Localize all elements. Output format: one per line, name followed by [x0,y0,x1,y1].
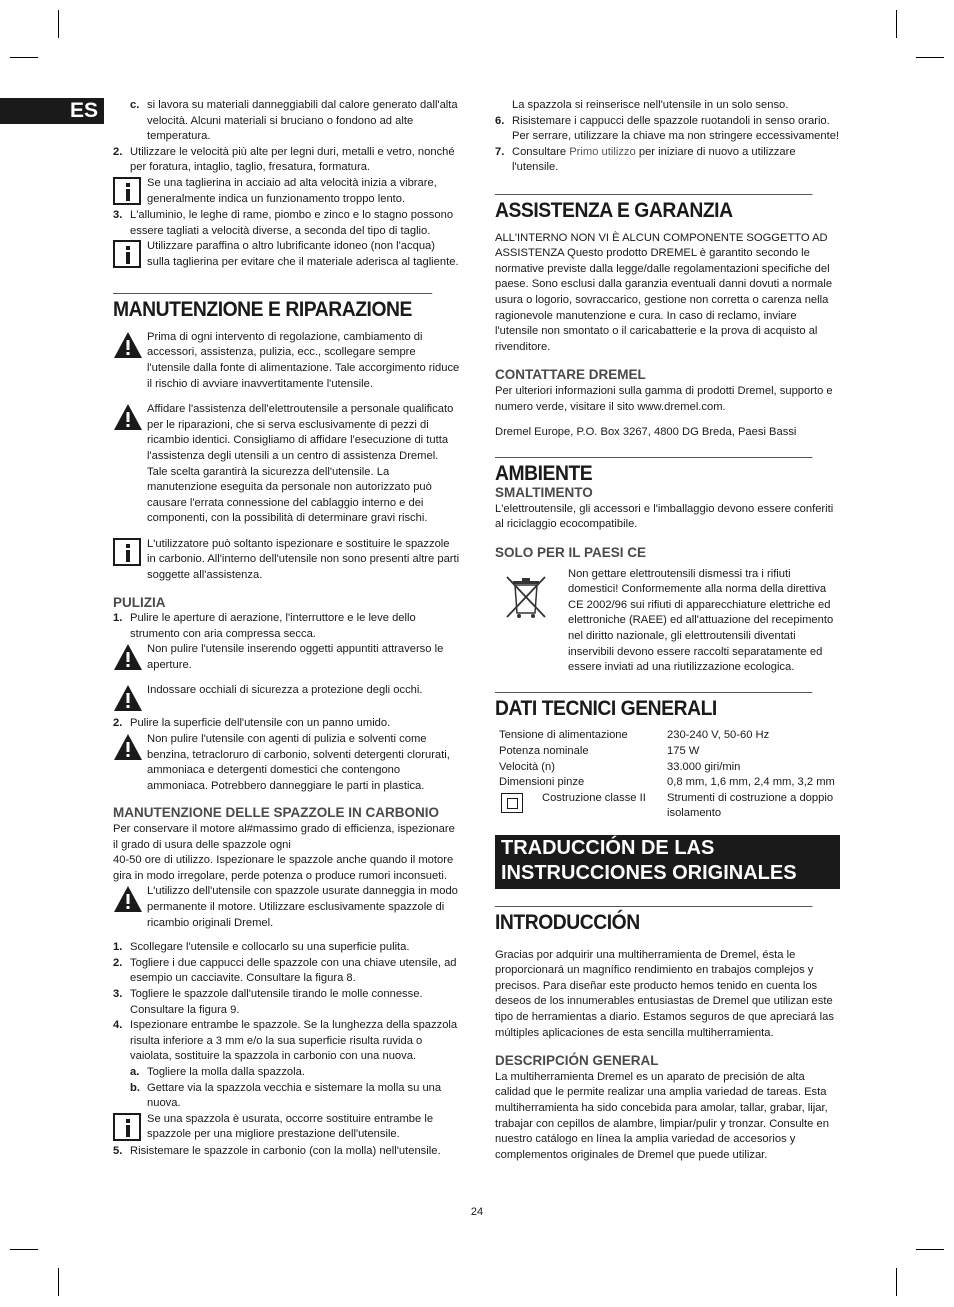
subsection-title-brushes: MANUTENZIONE DELLE SPAZZOLE IN CARBONIO [113,805,439,821]
left-column [113,98,460,1159]
crop-mark [916,1249,944,1250]
list-subitem [113,1081,460,1112]
item-text: Pulire le aperture di aerazione, l'interruttore e le leve dello strumento con aria compressa secca. [130,612,416,640]
crossed-bin-icon [501,571,551,621]
warning-note [113,884,460,931]
spec-label: Velocità (n) [499,760,555,773]
note-text: Prima di ogni intervento di regolazione, cambiamento di accessori, assistenza, pulizia, ecc., scollegare sempre l'utensile dalla fonte di alimentazione. Tale accorgimento riduce il rischio di avviare inavvertitamente l'utensile. [147,330,460,390]
step7-text-b: per iniziare di nuovo a utilizzare l'utensile. [512,145,796,174]
crop-mark [916,57,944,58]
item-number: 4. [113,1019,123,1032]
item-text: Utilizzare le velocità più alte per legni duri, metalli e vetro, nonché per foratura, intaglio, taglio, fresatura, formatura. [130,145,455,174]
language-tab [0,98,104,124]
info-note [113,239,460,271]
crop-mark [58,10,59,38]
note-text: Se una taglierina in acciaio ad alta velocità inizia a vibrare, generalmente indica un funzionamento troppo lento. [147,176,437,205]
weee-note [495,567,840,676]
item-number: 5. [113,1144,123,1157]
warning-note [113,642,460,683]
spec-label: Tensione di alimentazione [499,729,628,742]
note-text: Non pulire l'utensile inserendo oggetti appuntiti attraverso le aperture. [147,643,444,672]
item-text: L'alluminio, le leghe di rame, piombo e zinco e lo stagno possono essere tagliati a velocità diverse, a seconda del tipo di taglio. [130,208,454,237]
warning-note [113,732,460,794]
list-item [113,611,460,642]
crop-mark [58,1268,59,1296]
note-text: Non pulire l'utensile con agenti di pulizia e solventi come benzina, tetracloruro di carbonio, solventi detergenti clorurati, ammoniaca e detergenti domestici che contengono ammoniaca. Potrebbero danneggiare le parti in plastica. [147,733,450,792]
list-subitem [113,1065,460,1081]
language-tab-label: ES [69,99,98,122]
paragraph: Per conservare il motore al#massimo grado di efficienza, ispezionare il grado di usura delle spazzole ogni [113,823,455,851]
first-use-link[interactable]: Primo utilizzo [569,145,636,158]
item-number: 7. [495,145,505,158]
spec-value: 175 W [667,745,700,757]
info-icon [113,177,141,205]
spec-row [495,744,840,760]
spec-label: Costruzione classe II [542,791,646,804]
paragraph: L'elettroutensile, gli accessori e l'imballaggio devono essere conferiti al riciclaggio ecocompatibile. [495,502,834,531]
list-item [113,145,460,176]
list-item [113,987,460,1018]
warning-icon [113,643,143,671]
paragraph: La spazzola si reinserisce nell'utensile in un solo senso. [512,99,789,111]
list-item [113,98,460,145]
list-item [495,145,840,176]
translation-banner [495,835,840,889]
paragraph: 40-50 ore di utilizzo. Ispezionare le spazzole anche quando il motore gira in modo irregolare, perde potenza o produce rumori inconsueti. [113,854,454,882]
note-text: Affidare l'assistenza dell'elettroutensile a personale qualificato per le riparazioni, che si serva esclusivamente di pezzi di ricambio identici. Consigliamo di affidare l'esecuzione di tutta l'assistenza degli utensili a un centro di assistenza Dremel. Tale scelta garantirà la sicurezza dell'utensile. La manutenzione eseguita da personale non autorizzato può causare l'errata connessione del cablaggio interno e dei componenti, con la possibilità di determinare gravi rischi. [147,403,454,525]
banner-line: TRADUCCIÓN DE LAS [501,836,715,859]
item-text: Togliere le spazzole dall'utensile tirando le molle connesse. Consultare la figura 9. [130,987,423,1016]
list-item [113,940,460,956]
info-icon [113,1113,141,1141]
section-title-maintenance: MANUTENZIONE E RIPARAZIONE [113,293,432,318]
warning-note [113,683,460,716]
item-number: 2. [113,145,123,158]
item-text: Togliere la molla dalla spazzola. [147,1065,305,1078]
item-number: 2. [113,717,123,730]
info-icon [113,240,141,268]
item-number: 1. [113,941,123,954]
item-number: c. [130,99,140,111]
class-ii-icon [501,793,523,813]
item-letter: b. [130,1081,140,1094]
banner-line: INSTRUCCIONES ORIGINALES [501,861,797,884]
list-item [113,716,460,732]
item-text: si lavora su materiali danneggiabili dal calore generato dall'alta velocità. Alcuni materiali si bruciano o fondono ad alte temperatura. [147,99,458,143]
list-item [113,208,460,239]
spec-label: Potenza nominale [499,745,589,757]
warning-icon [113,684,143,712]
section-title-introduction: INTRODUCCIÓN [495,906,812,931]
item-text: Gettare via la spazzola vecchia e sistemare la molla su una nuova. [147,1081,442,1110]
subsection-title-cleaning: PULIZIA [113,594,166,610]
item-text: Risistemare le spazzole in carbonio (con la molla) nell'utensile. [130,1144,441,1157]
crop-mark [10,57,38,58]
section-title-warranty: ASSISTENZA E GARANZIA [495,194,812,219]
spec-row [495,775,840,791]
note-text: L'utilizzo dell'utensile con spazzole usurate danneggia in modo permanente il motore. Utilizzare esclusivamente spazzole di ricambio originali Dremel. [147,885,458,929]
contact-address: Dremel Europe, P.O. Box 3267, 4800 DG Breda, Paesi Bassi [495,426,797,439]
item-number: 2. [113,956,123,969]
list-item [113,1144,460,1160]
warning-icon [113,331,143,359]
crop-mark [10,1249,38,1250]
spec-row [495,791,840,822]
spec-value: 0,8 mm, 1,6 mm, 2,4 mm, 3,2 mm [667,776,835,789]
item-number: 3. [113,987,123,1000]
item-text: Risistemare i cappucci delle spazzole ruotandoli in senso orario. Per serrare, utilizzare la chiave ma non stringere eccessivamente! [512,114,840,143]
note-text: Non gettare elettroutensili dismessi tra i rifiuti domestici! Conformemente alla norma della direttiva CE 2002/96 sui rifiuti di apparecchiature elettriche ed elettroniche (RAEE) ed all'attuazione del recepimento nel diritto nazionale, gli elettroutensili diventati inservibili devono essere raccolti separatamente ed essere inviati ad una riutilizzazione ecologica. [568,567,834,674]
info-icon [113,538,141,566]
list-item [113,956,460,987]
spec-value: Strumenti di costruzione a doppio isolamento [667,791,834,820]
warning-icon [113,733,143,761]
spec-row [495,760,840,776]
subsection-title-contact: CONTATTARE DREMEL [495,367,646,383]
item-text: Ispezionare entrambe le spazzole. Se la lunghezza della spazzola risulta inferiore a 3 mm e/o la sua superficie risulta ruvida o vaiolata, sostituire la spazzola in carbonio con una nuova. [130,1019,458,1063]
list-item [113,1018,460,1065]
warning-icon [113,403,143,431]
warning-note [113,330,460,392]
warning-icon [113,885,143,913]
warning-note [113,402,460,527]
item-text: Pulire la superficie dell'utensile con un panno umido. [130,717,391,730]
paragraph: Gracias por adquirir una multiherramienta de Dremel, ésta le proporcionará un magnífico rendimiento en trabajos complejos y precisos. Para diseñar este producto hemos tenido en cuenta los deseos de los innumerables entusiastas de Dremel que utilizan este tipo de herramientas a diario. Estamos seguros de que apreciará las múltiples aplicaciones de esta sencilla multiherramienta. [495,948,834,1039]
item-letter: a. [130,1065,140,1078]
item-text [512,145,840,176]
paragraph: La multiherramienta Dremel es un aparato de precisión de alta calidad que le permite realizar una amplia variedad de tareas. Esta multiherramienta ha sido concebida para amolar, tallar, grabar, lijar, trabajar con cepillos de alambre, limpiar/pulir y tronzar. Consulte en nuestro catálogo en línea la amplia variedad de accesorios y complementos originales de Dremel que puede utilizar. [495,1070,829,1161]
note-text: Indossare occhiali di sicurezza a protezione degli occhi. [147,684,423,697]
step7-text-a: Consultare [512,145,570,158]
paragraph: ALL'INTERNO NON VI È ALCUN COMPONENTE SOGGETTO AD ASSISTENZA Questo prodotto DREMEL è garantito secondo le normative previste dalla legge/dalle regolamentazioni specifiche del paese. Sono esclusi dalla garanzia eventuali danni dovuti a normale usura o logorio, sovraccarico, gestione non corretta o carenza nella ragionevole manutenzione e cura. In caso di reclamo, inviare l'utensile non smontato o il caricabatterie e la prova di acquisto al rivenditore. [495,231,833,353]
crop-mark [896,10,897,38]
section-title-specs: DATI TECNICI GENERALI [495,692,812,717]
right-column [495,98,840,1163]
crop-mark [896,1268,897,1296]
note-text: Se una spazzola è usurata, occorre sostituire entrambe le spazzole per una migliore prestazione dell'utensile. [147,1112,434,1141]
info-note [113,176,460,208]
subsection-title-eu: SOLO PER IL PAESI CE [495,545,647,561]
note-text: Utilizzare paraffina o altro lubrificante idoneo (non l'acqua) sulla taglierina per evitare che il materiale aderisca al tagliente. [147,240,459,268]
section-title-environment: AMBIENTE [495,457,812,482]
item-text: Togliere i due cappucci delle spazzole con una chiave utensile, ad esempio un cacciavite. Consultare la figura 8. [130,956,457,985]
info-note [113,1112,460,1144]
item-number: 3. [113,208,123,221]
spec-label: Dimensioni pinze [499,776,585,789]
info-note [113,537,460,584]
note-text: L'utilizzatore può soltanto ispezionare e sostituire le spazzole in carbonio. All'interno dell'utensile non sono presenti altre parti soggette all'assistenza. [147,537,460,582]
item-number: 6. [495,114,505,127]
list-item [495,114,840,145]
spec-value: 33.000 giri/min [667,760,741,773]
subsection-title-disposal: SMALTIMENTO [495,485,593,501]
item-text: Scollegare l'utensile e collocarlo su una superficie pulita. [130,941,410,954]
spec-value: 230-240 V, 50-60 Hz [667,729,770,742]
item-number: 1. [113,612,123,625]
page-number: 24 [470,1206,484,1218]
paragraph: Per ulteriori informazioni sulla gamma di prodotti Dremel, supporto e numero verde, visitare il sito www.dremel.com. [495,384,833,413]
subsection-title-description: DESCRIPCIÓN GENERAL [495,1053,659,1069]
spec-row [495,728,840,744]
